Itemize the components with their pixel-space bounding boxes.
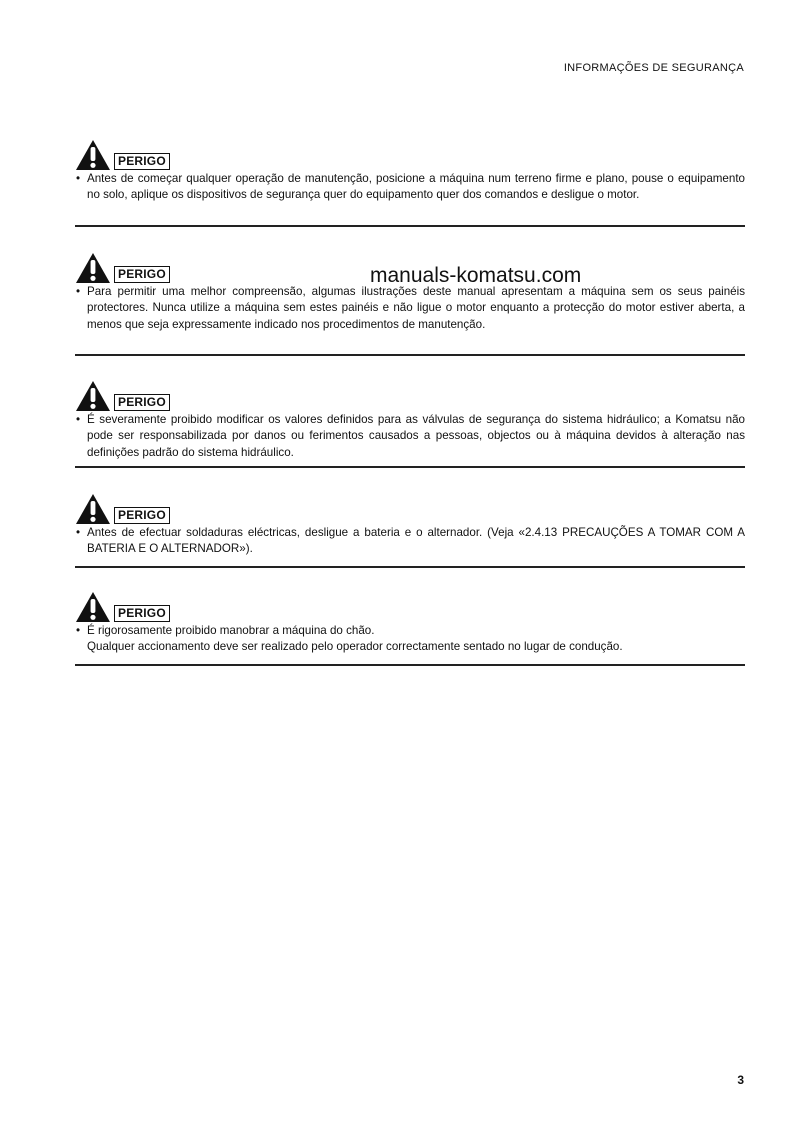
warning-triangle-icon	[75, 380, 111, 412]
page-number: 3	[737, 1073, 744, 1087]
warning-triangle-icon	[75, 252, 111, 284]
warning-heading	[75, 139, 745, 171]
warning-line: Qualquer accionamento deve ser realizado pelo operador correctamente sentado no lugar de condução.	[87, 640, 623, 654]
danger-warning-4	[75, 493, 745, 568]
warning-triangle-icon	[75, 493, 111, 525]
warning-line: Para permitir uma melhor compreensão, algumas ilustrações deste manual apresentam a máquina sem os seus painéis protectores. Nunca utilize a máquina sem estes painéis e não ligue o motor enquanto a protecção do motor estiver aberta, a menos que seja expressamente indicado nos procedimentos de manutenção.	[87, 285, 745, 331]
warning-line: Antes de efectuar soldaduras eléctricas, desligue a bateria e o alternador. (Veja «2.4.13 PRECAUÇÕES A TOMAR COM A BATERIA E O ALTERNADOR»).	[87, 526, 745, 556]
bullet-icon: •	[76, 413, 81, 426]
danger-warning-5	[75, 591, 745, 666]
warning-heading	[75, 380, 745, 412]
danger-warning-2	[75, 252, 745, 356]
warning-triangle-icon	[75, 139, 111, 171]
warning-line: Antes de começar qualquer operação de manutenção, posicione a máquina num terreno firme e plano, pouse o equipamento no solo, aplique os dispositivos de segurança quer do equipamento quer dos comandos e desligue o motor.	[87, 172, 745, 202]
bullet-icon: •	[76, 526, 81, 539]
warning-text	[75, 284, 745, 340]
danger-label: PERIGO	[114, 507, 170, 524]
warning-text	[75, 623, 745, 663]
danger-label: PERIGO	[114, 605, 170, 622]
warning-text	[75, 412, 745, 468]
warning-triangle-icon	[75, 591, 111, 623]
danger-warning-1	[75, 139, 745, 227]
warning-heading	[75, 493, 745, 525]
danger-label: PERIGO	[114, 394, 170, 411]
bullet-icon: •	[76, 624, 81, 637]
bullet-icon: •	[76, 285, 81, 298]
warning-heading	[75, 591, 745, 623]
warning-text	[75, 525, 745, 565]
warning-text	[75, 171, 745, 211]
warning-line: É severamente proibido modificar os valores definidos para as válvulas de segurança do sistema hidráulico; a Komatsu não pode ser responsabilizada por danos ou ferimentos causados a pessoas, objectos ou à máquina devidos à alteração nas definições padrão do sistema hidráulico.	[87, 413, 745, 459]
bullet-icon: •	[76, 172, 81, 185]
danger-label: PERIGO	[114, 266, 170, 283]
warning-heading	[75, 252, 745, 284]
danger-label: PERIGO	[114, 153, 170, 170]
page-header: INFORMAÇÕES DE SEGURANÇA	[563, 62, 744, 74]
warning-line: É rigorosamente proibido manobrar a máquina do chão.	[87, 624, 375, 637]
watermark-text: manuals-komatsu.com	[370, 264, 582, 287]
danger-warning-3	[75, 380, 745, 468]
